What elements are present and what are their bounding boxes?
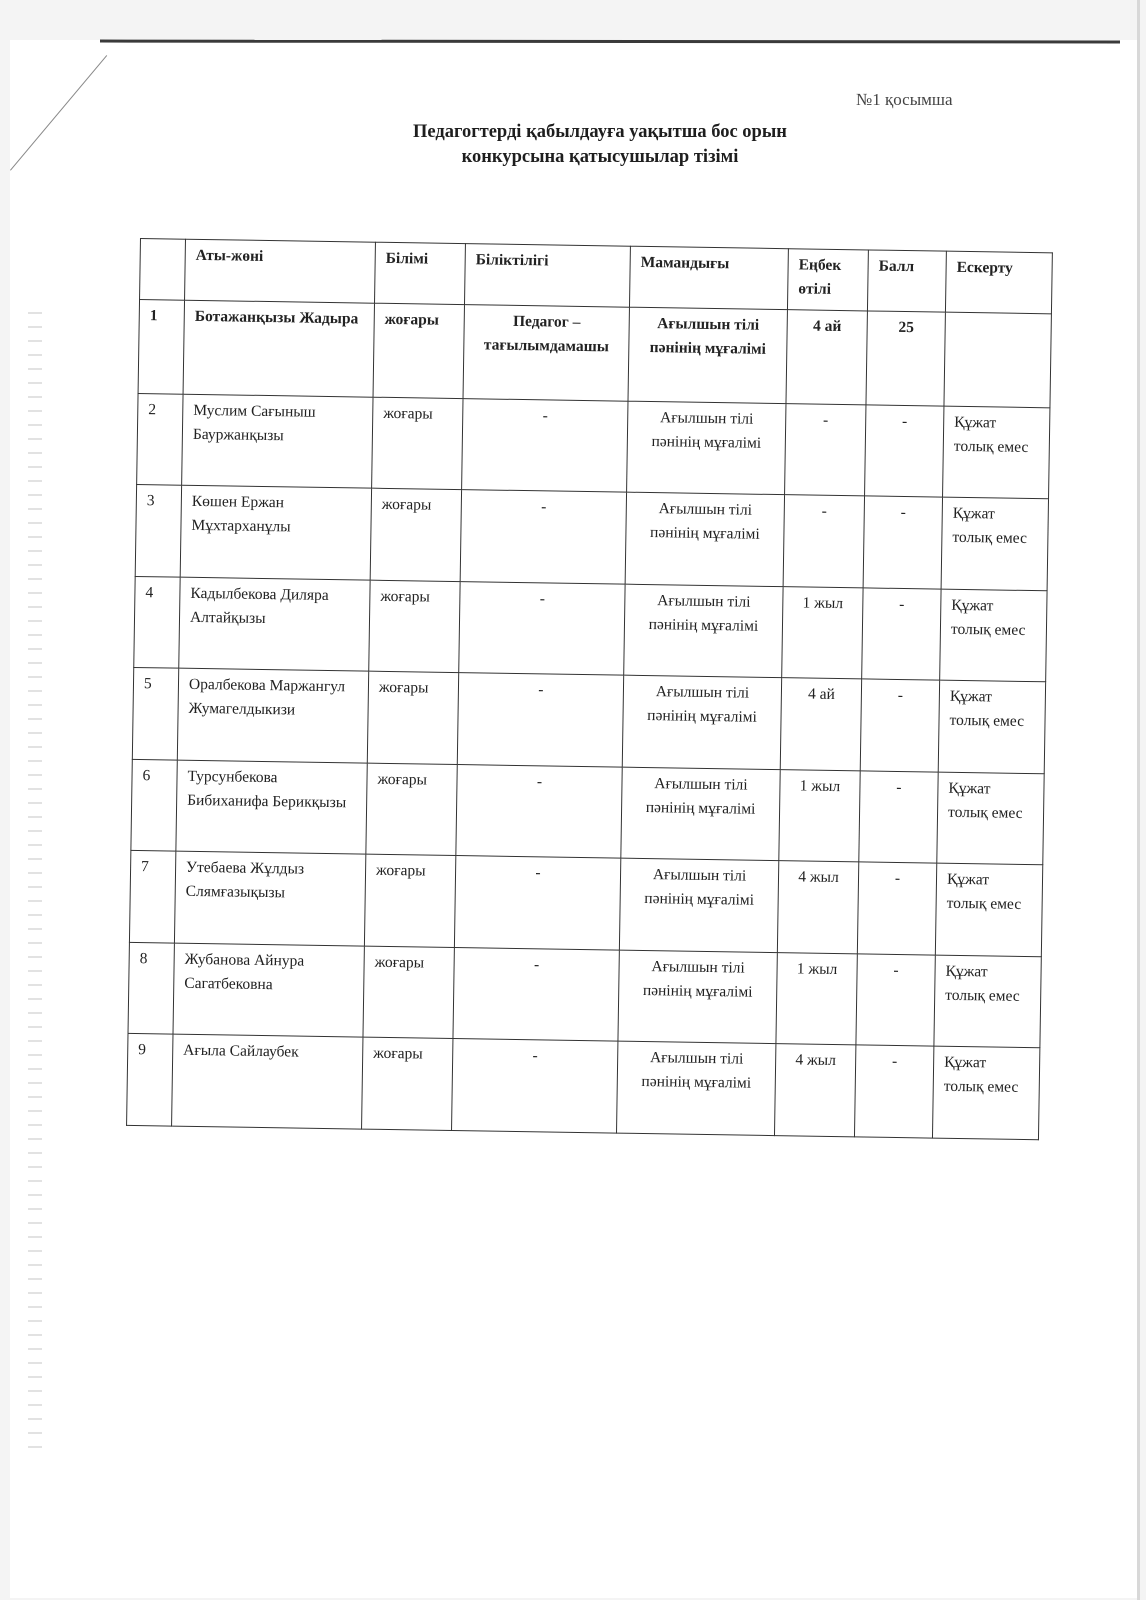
cell-specialty: Ағылшын тілі пәнінің мұғалімі bbox=[618, 950, 777, 1044]
cell-name: Утебаева Жұлдыз Слямғазықызы bbox=[174, 851, 365, 946]
cell-specialty: Ағылшын тілі пәнінің мұғалімі bbox=[622, 675, 781, 769]
table-row bbox=[132, 668, 1045, 774]
cell-note: Құжат толық емес bbox=[943, 406, 1050, 499]
cell-qualification: - bbox=[452, 1039, 618, 1133]
cell-num: 6 bbox=[131, 759, 177, 851]
cell-note: Құжат толық емес bbox=[935, 863, 1042, 956]
cell-experience: 1 жыл bbox=[779, 769, 860, 862]
cell-education: жоғары bbox=[369, 580, 460, 673]
cell-name: Көшен Ержан Мұхтарханұлы bbox=[180, 485, 371, 580]
participants-table bbox=[126, 238, 1053, 1140]
cell-note: Құжат толық емес bbox=[934, 955, 1041, 1048]
cell-experience: 4 жыл bbox=[777, 861, 858, 954]
title-line-1: Педагогтерді қабылдауға уақытша бос орын bbox=[413, 122, 787, 142]
annex-label: №1 қосымша bbox=[856, 90, 953, 109]
table-row bbox=[134, 576, 1047, 682]
cell-specialty: Ағылшын тілі пәнінің мұғалімі bbox=[625, 492, 784, 586]
cell-score: 25 bbox=[866, 311, 945, 406]
cell-experience: 4 жыл bbox=[774, 1044, 855, 1137]
cell-num: 1 bbox=[138, 300, 184, 394]
cell-education: жоғары bbox=[362, 1037, 453, 1130]
table-row bbox=[137, 393, 1050, 499]
table-row bbox=[135, 485, 1048, 591]
paper-right-edge bbox=[1137, 0, 1140, 1600]
title-line-2: конкурсына қатысушылар тізімі bbox=[461, 147, 739, 167]
cell-name: Турсунбекова Бибиханифа Берикқызы bbox=[176, 760, 367, 855]
cell-num: 2 bbox=[137, 393, 183, 485]
header-experience: Еңбек өтілі bbox=[787, 249, 868, 311]
cell-score: - bbox=[856, 954, 935, 1047]
cell-num: 9 bbox=[127, 1034, 173, 1126]
cell-qualification: Педагог – тағылымдамашы bbox=[463, 305, 629, 401]
document-title bbox=[300, 120, 900, 170]
header-score: Балл bbox=[867, 250, 946, 312]
cell-specialty: Ағылшын тілі пәнінің мұғалімі bbox=[616, 1041, 775, 1135]
cell-experience: 4 ай bbox=[780, 678, 861, 771]
cell-name: Оралбекова Маржангул Жумагелдыкизи bbox=[177, 668, 368, 763]
cell-num: 8 bbox=[128, 942, 174, 1034]
cell-note: Құжат толық емес bbox=[938, 680, 1045, 773]
cell-qualification: - bbox=[454, 856, 620, 950]
cell-experience: 4 ай bbox=[786, 310, 867, 405]
cell-specialty: Ағылшын тілі пәнінің мұғалімі bbox=[627, 401, 786, 495]
table-row bbox=[138, 300, 1051, 408]
cell-education: жоғары bbox=[364, 854, 455, 947]
cell-num: 3 bbox=[135, 485, 181, 577]
cell-name: Жубанова Айнура Сагатбековна bbox=[173, 943, 364, 1038]
cell-education: жоғары bbox=[373, 303, 464, 398]
cell-note: Құжат толық емес bbox=[940, 589, 1047, 682]
cell-name: Муслим Сағыныш Бауржанқызы bbox=[182, 394, 373, 489]
cell-qualification: - bbox=[453, 947, 619, 1041]
cell-specialty: Ағылшын тілі пәнінің мұғалімі bbox=[624, 584, 783, 678]
header-education: Білімі bbox=[375, 242, 466, 304]
cell-note bbox=[944, 312, 1051, 407]
scan-artifact bbox=[28, 300, 42, 1450]
cell-score: - bbox=[865, 404, 944, 497]
header-num bbox=[140, 239, 186, 301]
table-row bbox=[129, 851, 1042, 957]
cell-qualification: - bbox=[459, 581, 625, 675]
cell-score: - bbox=[862, 588, 941, 681]
cell-experience: - bbox=[785, 403, 866, 496]
cell-experience: - bbox=[783, 495, 864, 588]
cell-score: - bbox=[859, 771, 938, 864]
cell-name: Ағыла Сайлаубек bbox=[172, 1035, 363, 1130]
cell-qualification: - bbox=[460, 490, 626, 584]
cell-score: - bbox=[860, 679, 939, 772]
header-name: Аты-жөні bbox=[185, 239, 376, 303]
cell-education: жоғары bbox=[370, 488, 461, 581]
cell-score: - bbox=[857, 862, 936, 955]
cell-experience: 1 жыл bbox=[776, 952, 857, 1045]
cell-education: жоғары bbox=[366, 763, 457, 856]
cell-num: 5 bbox=[132, 668, 178, 760]
cell-note: Құжат толық емес bbox=[941, 497, 1048, 590]
cell-score: - bbox=[854, 1045, 933, 1138]
cell-specialty: Ағылшын тілі пәнінің мұғалімі bbox=[621, 767, 780, 861]
cell-score: - bbox=[863, 496, 942, 589]
cell-experience: 1 жыл bbox=[782, 586, 863, 679]
cell-num: 4 bbox=[134, 576, 180, 668]
cell-num: 7 bbox=[129, 851, 175, 943]
cell-specialty: Ағылшын тілі пәнінің мұғалімі bbox=[619, 858, 778, 952]
cell-qualification: - bbox=[457, 673, 623, 767]
header-note: Ескерту bbox=[945, 251, 1052, 314]
table-row bbox=[131, 759, 1044, 865]
cell-specialty: Ағылшын тілі пәнінің мұғалімі bbox=[628, 307, 787, 403]
cell-qualification: - bbox=[456, 764, 622, 858]
cell-note: Құжат толық емес bbox=[932, 1046, 1039, 1139]
cell-name: Ботажанқызы Жадыра bbox=[183, 300, 374, 397]
cell-education: жоғары bbox=[363, 946, 454, 1039]
cell-education: жоғары bbox=[367, 671, 458, 764]
header-qualification: Біліктілігі bbox=[464, 244, 630, 308]
cell-note: Құжат толық емес bbox=[937, 772, 1044, 865]
table-row bbox=[127, 1034, 1040, 1140]
table-row bbox=[128, 942, 1041, 1048]
cell-qualification: - bbox=[462, 398, 628, 492]
cell-education: жоғары bbox=[372, 397, 463, 490]
cell-name: Кадылбекова Диляра Алтайқызы bbox=[179, 577, 370, 672]
header-specialty: Мамандығы bbox=[629, 246, 788, 309]
